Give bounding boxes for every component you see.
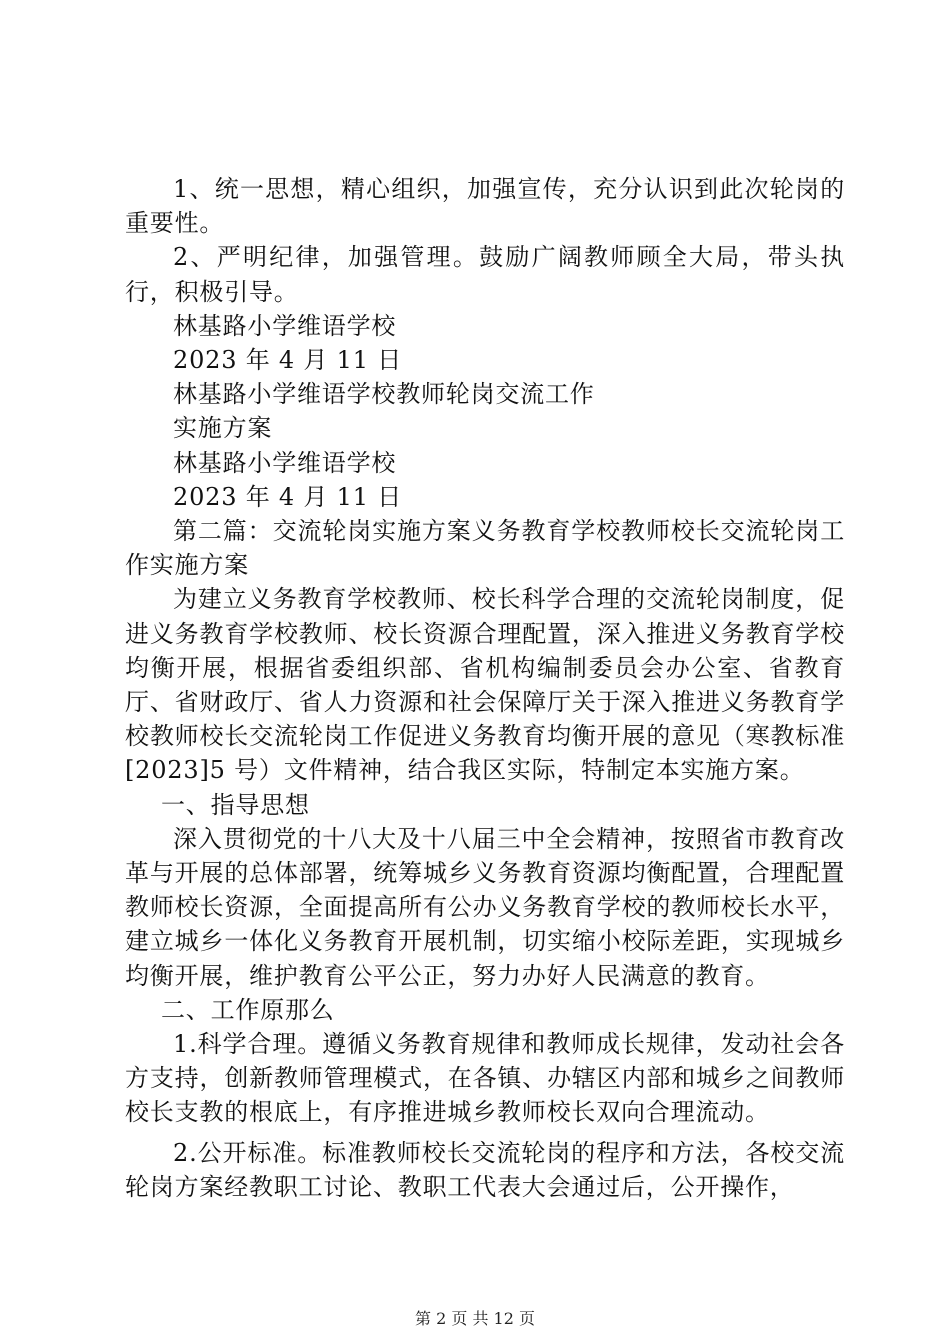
paragraph-8: 2023 年 4 月 11 日 xyxy=(173,482,403,511)
paragraph-10: 为建立义务教育学校教师、校长科学合理的交流轮岗制度，促进义务教育学校教师、校长资源合理配置，深入推进义务教育学校均衡开展，根据省委组织部、省机构编制委员会办公室、省教育厅、省财政厅、省人力资源和社会保障厅关于深入推进义务教育学校教师校长交流轮岗工作促进义务教育均衡开展的意见（寒教标准[2023]5 号）文件精神，结合我区实际，特制定本实施方案。 xyxy=(125,585,845,785)
document-body xyxy=(125,172,845,1204)
paragraph-7: 林基路小学维语学校 xyxy=(173,448,397,477)
page-footer: 第 2 页 共 12 页 xyxy=(415,1309,535,1328)
paragraph-5: 林基路小学维语学校教师轮岗交流工作 xyxy=(173,380,595,409)
section-heading-2: 二、工作原那么 xyxy=(161,995,335,1024)
paragraph-1: 1、统一思想，精心组织，加强宣传，充分认识到此次轮岗的重要性。 xyxy=(125,175,845,238)
paragraph-4: 2023 年 4 月 11 日 xyxy=(173,346,403,375)
paragraph-3: 林基路小学维语学校 xyxy=(173,311,397,340)
paragraph-9: 第二篇：交流轮岗实施方案义务教育学校教师校长交流轮岗工作实施方案 xyxy=(125,517,845,580)
paragraph-14: 1.科学合理。遵循义务教育规律和教师成长规律，发动社会各方支持，创新教师管理模式，在各镇、办辖区内部和城乡之间教师校长支教的根底上，有序推进城乡教师校长双向合理流动。 xyxy=(125,1030,845,1127)
paragraph-15: 2.公开标准。标准教师校长交流轮岗的程序和方法，各校交流轮岗方案经教职工讨论、教职工代表大会通过后，公开操作， xyxy=(125,1138,845,1201)
paragraph-12: 深入贯彻党的十八大及十八届三中全会精神，按照省市教育改革与开展的总体部署，统筹城乡义务教育资源均衡配置，合理配置教师校长资源，全面提高所有公办义务教育学校的教师校长水平，建立城乡一体化义务教育开展机制，切实缩小校际差距，实现城乡均衡开展，维护教育公平公正，努力办好人民满意的教育。 xyxy=(125,824,845,990)
paragraph-6: 实施方案 xyxy=(173,414,273,443)
paragraph-2: 2、严明纪律，加强管理。鼓励广阔教师顾全大局，带头执行，积极引导。 xyxy=(125,243,845,306)
section-heading-1: 一、指导思想 xyxy=(161,790,310,819)
